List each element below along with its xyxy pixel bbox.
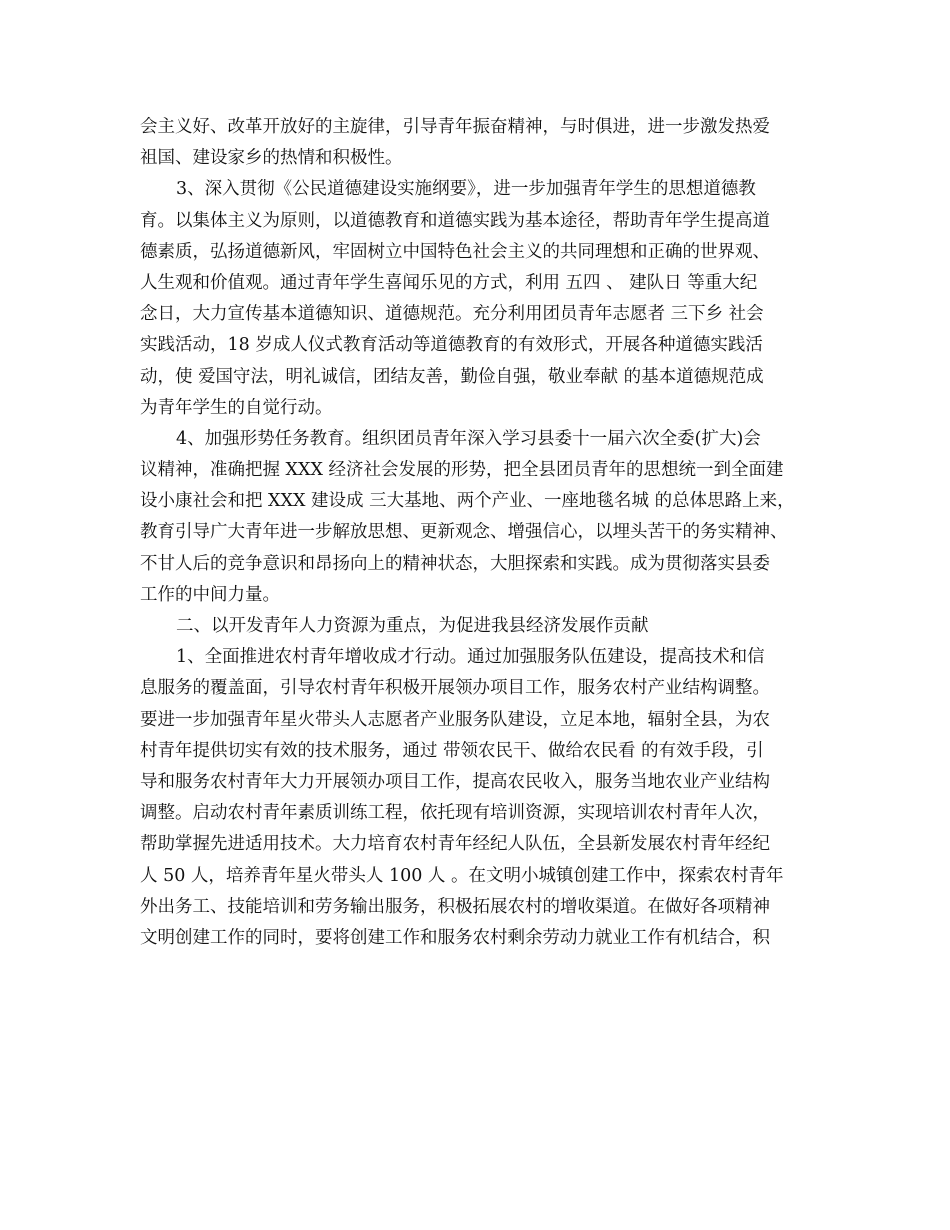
paragraph-start-line: 4、加强形势任务教育。组织团员青年深入学习县委十一届六次全委(扩大)会 — [176, 428, 761, 449]
text-line: 祖国、建设家乡的热情和积极性。 — [140, 148, 403, 169]
text-line: 不甘人后的竞争意识和昂扬向上的精神状态，大胆探索和实践。成为贯彻落实县委 — [140, 553, 770, 574]
text-line: 要进一步加强青年星火带头人志愿者产业服务队建设，立足本地，辐射全县，为农 — [140, 709, 770, 730]
text-line: 设小康社会和把 XXX 建设成 三大基地、两个产业、一座地毯名城 的总体思路上来， — [140, 491, 795, 512]
text-line: 外出务工、技能培训和劳务输出服务，积极拓展农村的增收渠道。在做好各项精神 — [140, 896, 770, 917]
text-line: 导和服务农村青年大力开展领办项目工作，提高农民收入，服务当地农业产业结构 — [140, 771, 770, 792]
text-line: 动，使 爱国守法，明礼诚信，团结友善，勤俭自强，敬业奉献 的基本道德规范成 — [140, 366, 764, 387]
text-line: 育。以集体主义为原则，以道德教育和道德实践为基本途径，帮助青年学生提高道 — [140, 210, 770, 231]
text-line: 文明创建工作的同时，要将创建工作和服务农村剩余劳动力就业工作有机结合，积 — [140, 927, 770, 948]
text-line: 村青年提供切实有效的技术服务，通过 带领农民干、做给农民看 的有效手段，引 — [140, 740, 764, 761]
text-line: 念日，大力宣传基本道德知识、道德规范。充分利用团员青年志愿者 三下乡 社会 — [140, 304, 764, 325]
body-text — [140, 112, 830, 954]
text-line: 人生观和价值观。通过青年学生喜闻乐见的方式，利用 五四 、 建队日 等重大纪 — [140, 272, 758, 293]
paragraph-start-line: 1、全面推进农村青年增收成才行动。通过加强服务队伍建设，提高技术和信 — [176, 647, 765, 668]
text-line: 人 50 人，培养青年星火带头人 100 人 。在文明小城镇创建工作中，探索农村青年 — [140, 865, 784, 886]
text-line: 调整。启动农村青年素质训练工程，依托现有培训资源，实现培训农村青年人次， — [140, 803, 770, 824]
text-line: 息服务的覆盖面，引导农村青年积极开展领办项目工作，服务农村产业结构调整。 — [140, 678, 770, 699]
text-line: 实践活动，18 岁成人仪式教育活动等道德教育的有效形式，开展各种道德实践活 — [140, 335, 763, 356]
text-line: 议精神，准确把握 XXX 经济社会发展的形势，把全县团员青年的思想统一到全面建 — [140, 460, 784, 481]
text-line: 德素质，弘扬道德新风，牢固树立中国特色社会主义的共同理想和正确的世界观、 — [140, 241, 770, 262]
text-line: 为青年学生的自觉行动。 — [140, 397, 333, 418]
paragraph-start-line: 3、深入贯彻《公民道德建设实施纲要》，进一步加强青年学生的思想道德教 — [176, 179, 756, 200]
text-line: 工作的中间力量。 — [140, 584, 280, 605]
section-heading: 二、以开发青年人力资源为重点，为促进我县经济发展作贡献 — [176, 616, 649, 636]
text-line: 帮助掌握先进适用技术。大力培育农村青年经纪人队伍，全县新发展农村青年经纪 — [140, 834, 770, 855]
text-line: 教育引导广大青年进一步解放思想、更新观念、增强信心，以埋头苦干的务实精神、 — [140, 522, 788, 543]
text-line: 会主义好、改革开放好的主旋律，引导青年振奋精神，与时俱进，进一步激发热爱 — [140, 117, 770, 137]
